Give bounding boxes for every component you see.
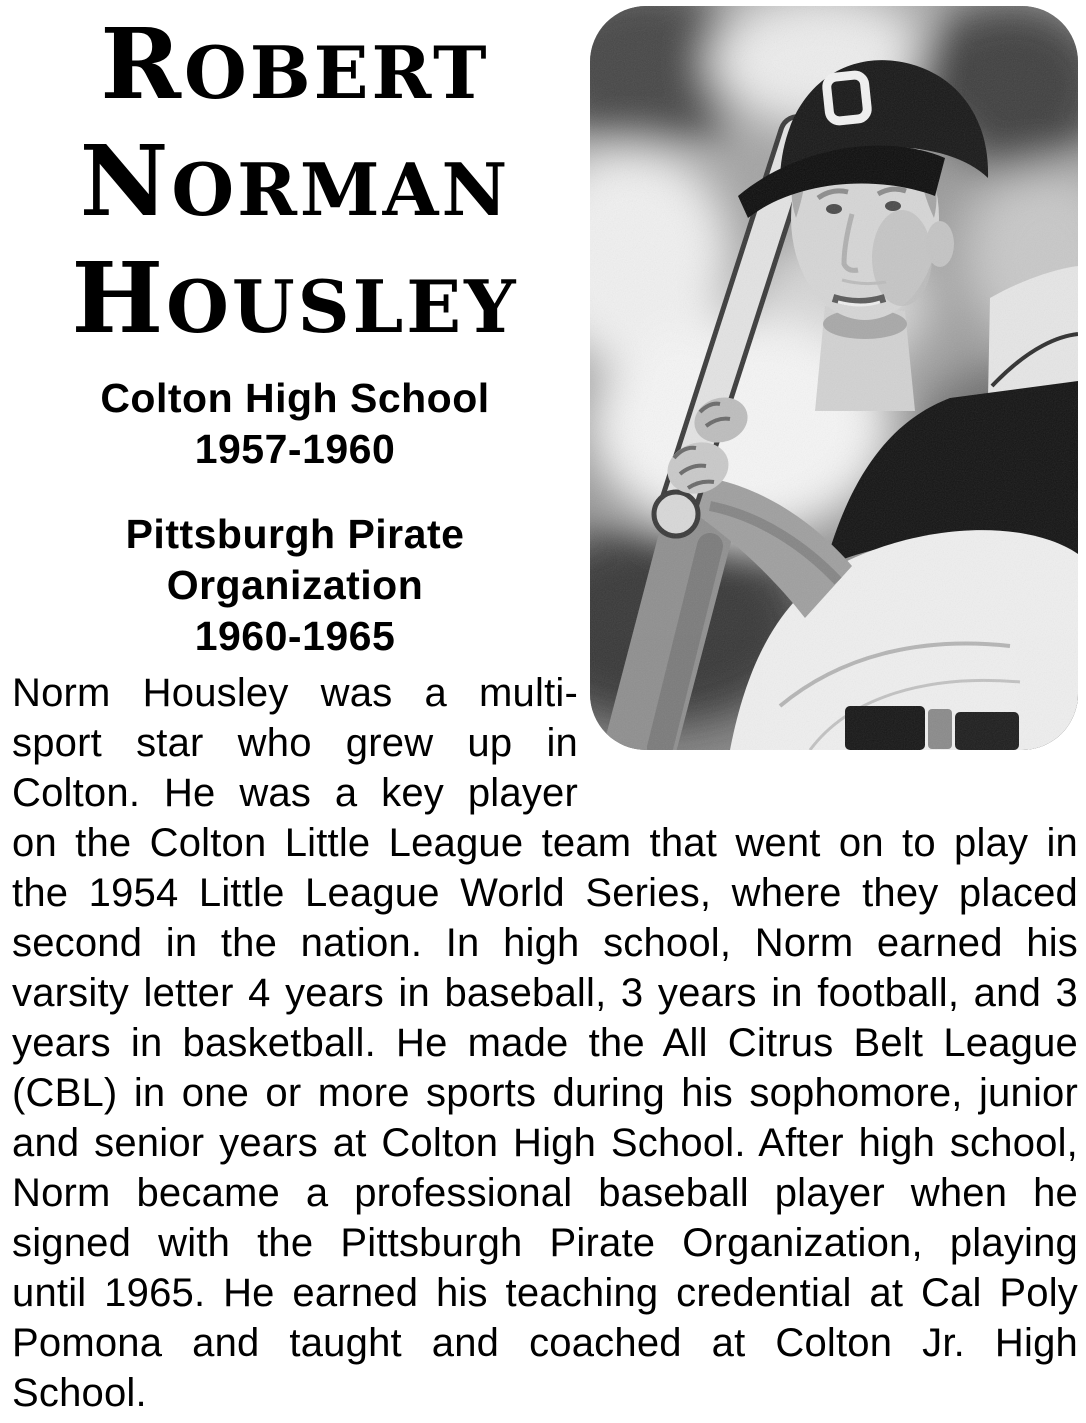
player-photo-art xyxy=(590,6,1078,750)
organization-name-line-2: Organization xyxy=(166,562,424,608)
player-photo xyxy=(590,6,1078,750)
film-grain xyxy=(590,6,1078,750)
title-line-middle-name: NORMAN xyxy=(79,124,511,238)
school-years: 1957-1960 xyxy=(194,426,396,472)
school-name: Colton High School xyxy=(100,375,490,421)
title-line-first-name: ROBERT xyxy=(100,7,490,121)
organization-years: 1960-1965 xyxy=(194,613,396,659)
title-line-last-name: HOUSLEY xyxy=(71,241,519,355)
biography-text: Norm Housley was a multi-sport star who grew up in Colton. He was a key player on the Colton Little League team that went on to play in the 1954 Little League World Series, where they placed second in the nation. In high school, Norm earned his varsity letter 4 years in baseball, 3 years in football, and 3 years in basketball. He made the All Citrus Belt League (CBL) in one or more sports during his sophomore, junior and senior years at Colton High School. After high school, Norm became a professional baseball player when he signed with the Pittsburgh Pirate Organization, playing until 1965. He earned his teaching credential at Cal Poly Pomona and taught and coached at Colton Jr. High School. xyxy=(12,671,1078,1415)
organization-name-line-1: Pittsburgh Pirate xyxy=(125,511,465,557)
